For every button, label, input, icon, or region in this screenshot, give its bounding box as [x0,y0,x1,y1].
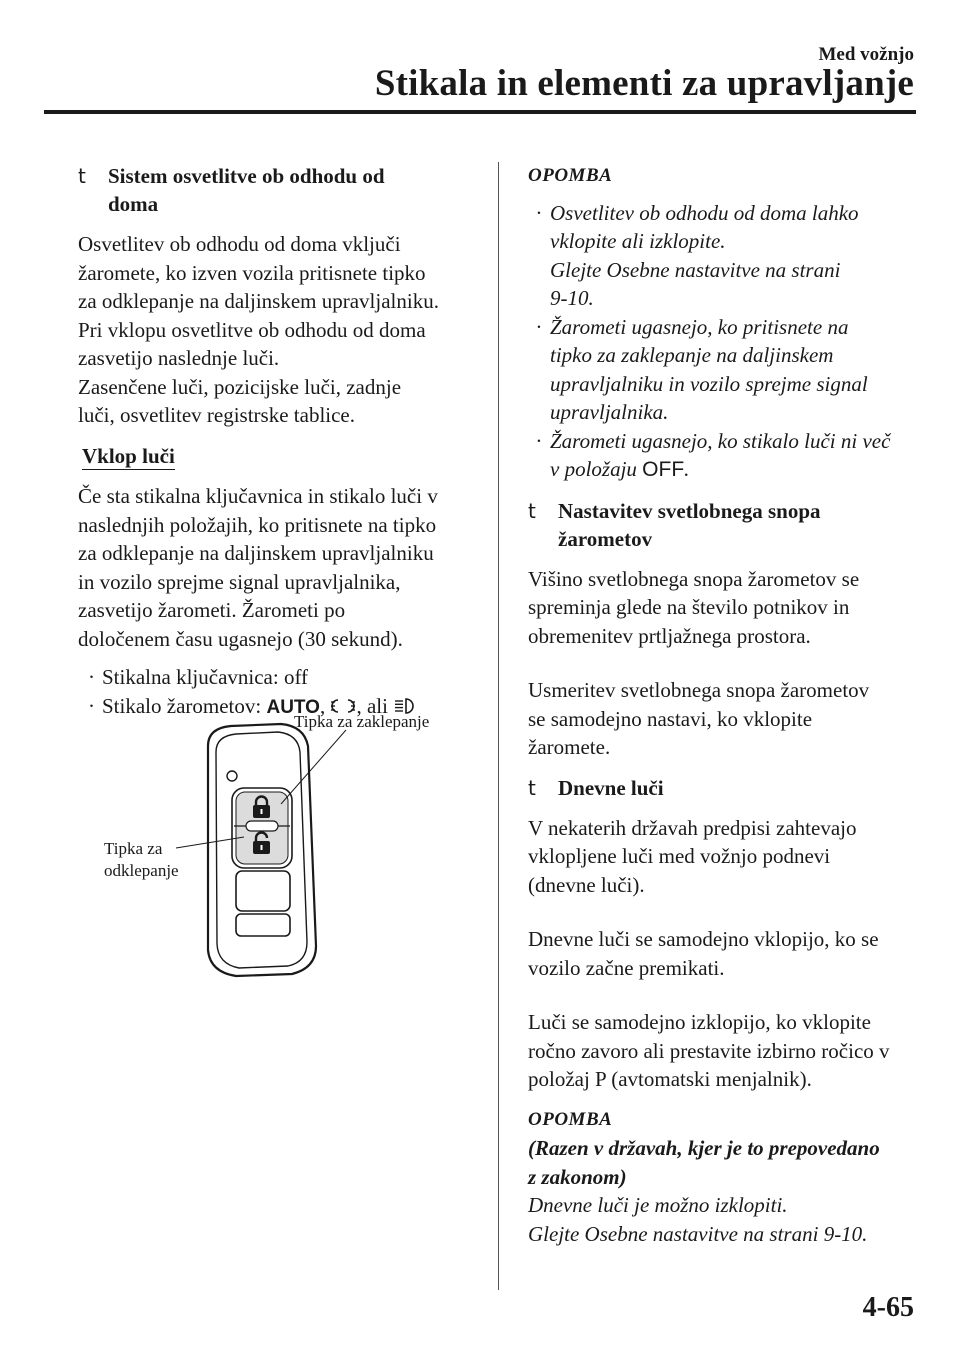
text-line: upravljalniku in vozilo sprejme signal [550,371,868,396]
text-line: za odklepanje na daljinskem upravljalniku [78,541,434,565]
label-unlock-button [104,838,179,882]
note-condition [528,1134,928,1191]
text-line: Žarometi ugasnejo, ko stikalo luči ni več [550,428,891,453]
paragraph-beam-auto [528,676,928,762]
chapter-label: Med vožnjo [818,44,914,65]
text-line: upravljalnika. [550,400,669,424]
list-item [78,663,478,692]
text-line: (Razen v državah, kjer je to prepovedano [528,1136,880,1160]
paragraph-lights-on [78,482,478,653]
text-line: luči, osvetlitev registrske tablice. [78,403,355,427]
text-line: vklopite ali izklopite. [550,229,726,253]
paragraph-drl-2 [528,925,928,982]
note-heading: OPOMBA [528,1108,613,1130]
page-number: 4-65 [862,1292,914,1323]
section-heading-daytime-lights [528,774,928,802]
text-line: naslednjih položajih, ko pritisnete na tipko [78,512,437,537]
bullet-text: Stikalo žarometov: [102,693,267,718]
paragraph-beam-level [528,565,928,651]
text-line: Dnevne luči je možno izklopiti. [528,1193,788,1217]
text-line: z zakonom) [528,1164,627,1189]
subheading-lights-on: Vklop luči [82,443,175,468]
paragraph-drl-1 [528,814,928,900]
column-divider [498,162,499,1290]
note-heading: OPOMBA [528,165,613,186]
off-symbol: OFF [642,458,685,481]
text-line: spreminja glede na število potnikov in [528,595,850,619]
text-line: zasvetijo žarometi. Žarometi po [78,598,346,622]
list-item: · Stikalo žarometov: AUTO, , ali [78,692,478,723]
text-line: žaromete, ko izven vozila pritisnete tipko [78,260,426,285]
text-line: Osvetlitev ob odhodu od doma lahko [550,200,859,225]
section-marker-icon: t [528,775,536,800]
text-line: tipko za zaklepanje na daljinskem [550,343,834,367]
right-column [528,162,928,1248]
label-line: odklepanje [104,861,179,880]
text-line: določenem času ugasnejo (30 sekund). [78,626,403,651]
text-line: obremenitev prtljažnega prostora. [528,623,811,648]
note-text [528,1191,928,1248]
section-title-line: žarometov [558,526,653,551]
note-block [528,199,928,485]
bullet-dot: · [88,665,95,689]
text-line: se samodejno nastavi, ko vklopite [528,706,813,731]
section-title-line: doma [108,192,159,216]
list-item [528,427,928,485]
section-marker-icon: t [528,498,536,523]
text-line: Glejte Osebne nastavitve na strani [550,257,841,282]
text-line: vozilo začne premikati. [528,955,725,980]
text-line: (dnevne luči). [528,872,645,897]
bullet-dot: · [536,314,542,339]
text-line: Višino svetlobnega snopa žarometov se [528,566,860,591]
text-line: Zasenčene luči, pozicijske luči, zadnje [78,374,402,399]
text-line: in vozilo sprejme signal upravljalnika, [78,569,401,594]
list-item [528,313,928,427]
text-line: žaromete. [528,735,611,759]
text-line: Osvetlitev ob odhodu od doma vključi [78,232,401,256]
section-title-line: Nastavitev svetlobnega snopa [558,498,821,523]
section-title-line: Dnevne luči [558,775,664,800]
header-rule [44,110,916,114]
text-fragment: v položaju [550,457,643,481]
text-line: V nekaterih državah predpisi zahtevajo [528,815,857,840]
text-line: Če sta stikalna ključavnica in stikalo luči v [78,484,438,508]
paragraph-drl-3 [528,1008,928,1094]
list-item [528,199,928,313]
section-title-line: Sistem osvetlitve ob odhodu od [108,164,385,188]
text-line: zasvetijo naslednje luči. [78,346,280,370]
section-marker-icon: t [78,164,86,188]
text-line: ročno zavoro ali prestavite izbirno ročico v [528,1038,890,1063]
text-line: Usmeritev svetlobnega snopa žarometov [528,678,870,702]
paragraph-welcome-light [78,230,478,430]
section-heading-beam-level [528,497,928,553]
label-line: Tipka za [104,839,163,858]
bullet-dot: · [88,693,95,718]
text-line: Glejte Osebne nastavitve na strani 9-10. [528,1221,868,1246]
text-line: za odklepanje na daljinskem upravljalniku. [78,289,439,313]
text-line: Pri vklopu osvetlitve ob odhodu od doma [78,317,426,342]
text-line: Luči se samodejno izklopijo, ko vklopite [528,1010,871,1034]
text-line: v položaju OFF. [550,457,690,481]
bullet-dot: · [536,428,542,453]
text-line: Dnevne luči se samodejno vklopijo, ko se [528,927,879,951]
section-heading-welcome-light [78,162,478,218]
left-column [78,162,478,722]
text-line: položaj P (avtomatski menjalnik). [528,1067,812,1091]
auto-symbol: AUTO [266,696,320,718]
bullet-dot: · [536,200,542,225]
label-lock-button: Tipka za zaklepanje [294,712,430,731]
bullet-text: Stikalna ključavnica: off [102,665,309,689]
text-line: vklopljene luči med vožnjo podnevi [528,844,831,868]
text-line: Žarometi ugasnejo, ko pritisnete na [550,314,849,339]
key-fob-figure [96,706,466,996]
bullet-text: , ali [356,693,394,718]
text-line: 9-10. [550,286,594,310]
page-title: Stikala in elementi za upravljanje [374,63,914,104]
